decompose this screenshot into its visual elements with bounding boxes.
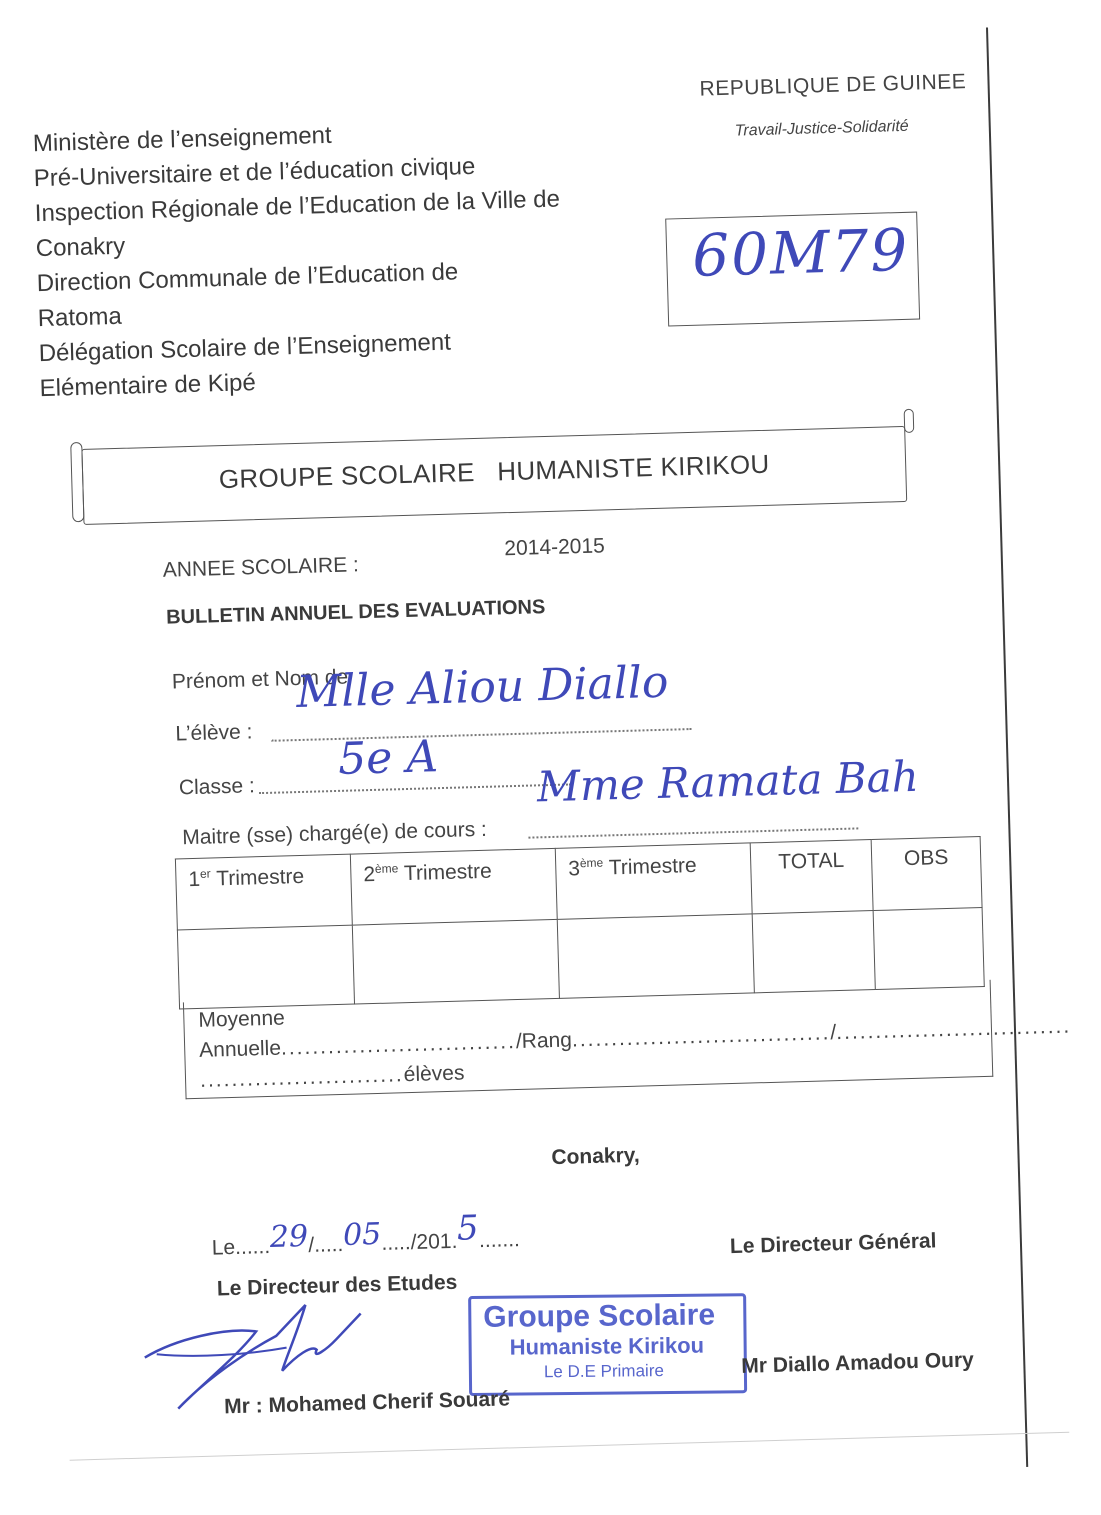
ministry-line: Ratoma bbox=[37, 302, 123, 333]
scroll-curl-right bbox=[904, 409, 915, 433]
date-day: 29 bbox=[269, 1218, 309, 1256]
class-dots bbox=[259, 783, 571, 794]
header-total: TOTAL bbox=[750, 840, 873, 914]
ministry-header bbox=[32, 109, 660, 406]
average-label-2: Annuelle bbox=[198, 1036, 282, 1062]
school-banner bbox=[81, 426, 907, 525]
date-line: Le......29/.....05...../201.5....... bbox=[211, 1208, 521, 1260]
place-conakry: Conakry, bbox=[551, 1143, 640, 1170]
ministry-line: Conakry bbox=[35, 232, 126, 263]
ministry-line: Délégation Scolaire de l’Enseignement bbox=[38, 328, 452, 368]
rang-slash: / bbox=[830, 1021, 837, 1045]
student-name-label-1: Prénom et Nom de bbox=[171, 665, 349, 694]
teacher-value: Mme Ramata Bah bbox=[536, 751, 920, 812]
teacher-dots bbox=[528, 827, 858, 838]
class-label: Classe : bbox=[178, 774, 256, 800]
republic-title: REPUBLIQUE DE GUINEE bbox=[699, 70, 967, 101]
teacher-label: Maitre (sse) chargé(e) de cours : bbox=[181, 817, 488, 850]
page-edge-line bbox=[986, 27, 1028, 1466]
ministry-line: Ministère de l’enseignement bbox=[32, 121, 332, 158]
date-month: 05 bbox=[342, 1216, 382, 1253]
ministry-line: Direction Communale de l’Education de bbox=[36, 258, 459, 298]
report-title: BULLETIN ANNUEL DES EVALUATIONS bbox=[165, 596, 546, 629]
registration-number: 60M79 bbox=[691, 215, 911, 290]
students-label: élèves bbox=[403, 1061, 465, 1087]
rang-label: /Rang bbox=[515, 1028, 573, 1054]
class-value: 5e A bbox=[337, 731, 439, 785]
header-trimester-2: 2ème Trimestre bbox=[350, 848, 557, 925]
grade-cell[interactable] bbox=[352, 919, 559, 1004]
school-year-label: ANNEE SCOLAIRE : bbox=[162, 553, 360, 582]
national-motto: Travail-Justice-Solidarité bbox=[734, 117, 909, 140]
scroll-curl-left bbox=[70, 442, 84, 522]
student-name-label-2: L’élève : bbox=[175, 720, 253, 746]
header-trimester-1: 1er Trimestre bbox=[175, 854, 352, 930]
school-name: GROUPE SCOLAIRE HUMANISTE KIRIKOU bbox=[218, 448, 770, 495]
grade-cell[interactable] bbox=[177, 925, 354, 1009]
page-bottom-line bbox=[70, 1432, 1070, 1461]
date-year-suffix: 5 bbox=[456, 1208, 480, 1249]
general-director-title: Le Directeur Général bbox=[729, 1229, 937, 1259]
date-year-prefix: /201 bbox=[410, 1229, 452, 1255]
annual-average-text: Moyenne Annuelle............................../Rang................................./.............................. ..........................élèves bbox=[198, 1006, 1072, 1092]
school-year-value: 2014-2015 bbox=[504, 534, 606, 561]
grade-cell[interactable] bbox=[873, 907, 984, 989]
school-stamp bbox=[468, 1293, 747, 1396]
general-director-name: Mr Diallo Amadou Oury bbox=[740, 1348, 975, 1378]
ministry-line: Inspection Régionale de l’Education de la Ville de bbox=[34, 185, 561, 228]
ministry-line: Elémentaire de Kipé bbox=[39, 369, 257, 403]
header-obs: OBS bbox=[871, 837, 982, 911]
student-name-value: Mlle Aliou Diallo bbox=[295, 656, 670, 719]
average-label-1: Moyenne bbox=[198, 1006, 286, 1032]
studies-director-title: Le Directeur des Etudes bbox=[216, 1270, 458, 1301]
grade-cell[interactable] bbox=[557, 914, 754, 998]
ministry-line: Pré-Universitaire et de l’éducation civique bbox=[33, 152, 476, 193]
studies-director-name: Mr : Mohamed Cherif Souaré bbox=[223, 1387, 511, 1419]
date-prefix: Le bbox=[211, 1235, 236, 1260]
grade-cell[interactable] bbox=[752, 911, 875, 993]
stamp-line-3: Le D.E Primaire bbox=[543, 1361, 664, 1382]
stamp-line-2: Humaniste Kirikou bbox=[509, 1332, 705, 1360]
student-name-dots bbox=[272, 728, 692, 742]
stamp-line-1: Groupe Scolaire bbox=[483, 1298, 716, 1334]
header-trimester-3: 3ème Trimestre bbox=[555, 843, 752, 919]
